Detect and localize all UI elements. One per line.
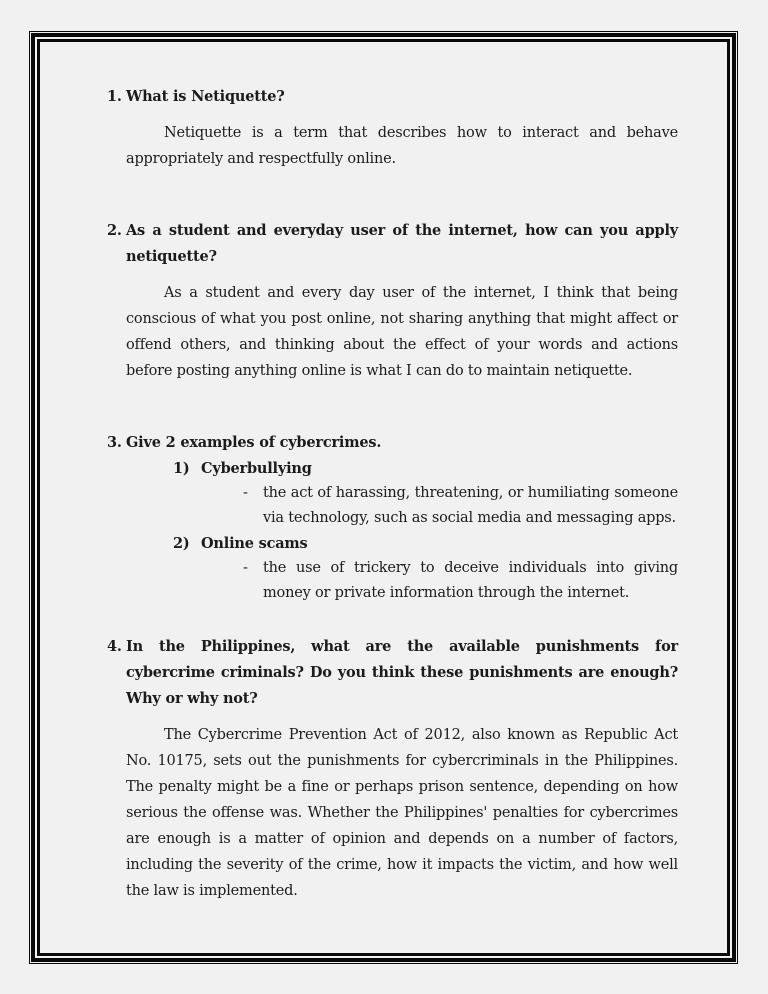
example-title: Online scams xyxy=(201,535,308,552)
page-border-frame-middle xyxy=(31,33,736,962)
example-definition-2 xyxy=(243,556,678,606)
question-number: 1. xyxy=(107,88,122,105)
answer-paragraph: Netiquette is a term that describes how to interact and behave appropriately and respectfully online. xyxy=(126,125,678,167)
question-block-3 xyxy=(107,430,678,606)
dash-bullet: - xyxy=(243,485,248,501)
page-border-frame-inner xyxy=(37,39,730,956)
question-number: 2. xyxy=(107,222,122,239)
example-definition-1 xyxy=(243,481,678,531)
example-title: Cyberbullying xyxy=(201,460,312,477)
question-block-4 xyxy=(107,634,678,904)
question-number: 4. xyxy=(107,638,122,655)
example-number: 1) xyxy=(173,460,190,477)
question-heading xyxy=(107,218,678,270)
question-heading xyxy=(107,84,678,110)
answer-paragraph: As a student and every day user of the internet, I think that being conscious of what you post online, not sharing anything that might affect or offend others, and thinking about the effect of your words and actions before posting anything online is what I can do to maintain netiquette. xyxy=(126,285,678,379)
definition-text: the act of harassing, threatening, or humiliating someone via technology, such as social media and messaging apps. xyxy=(263,485,678,526)
dash-bullet: - xyxy=(243,560,248,576)
question-number: 3. xyxy=(107,434,122,451)
example-item-1 xyxy=(173,456,678,481)
example-item-2 xyxy=(173,531,678,556)
question-block-1 xyxy=(107,84,678,172)
question-text: What is Netiquette? xyxy=(126,88,285,105)
definition-text: the use of trickery to deceive individuals into giving money or private information through the internet. xyxy=(263,560,678,601)
page-border-frame xyxy=(29,31,738,964)
answer-paragraph: The Cybercrime Prevention Act of 2012, also known as Republic Act No. 10175, sets out the punishments for cybercriminals in the Philippines. The penalty might be a fine or perhaps prison sentence, depending on how serious the offense was. Whether the Philippines' penalties for cybercrimes are enough is a matter of opinion and depends on a number of factors, including the severity of the crime, how it impacts the victim, and how well the law is implemented. xyxy=(126,727,678,899)
question-text: As a student and everyday user of the internet, how can you apply netiquette? xyxy=(126,222,678,265)
question-heading xyxy=(107,634,678,712)
question-text: In the Philippines, what are the available punishments for cybercrime criminals? Do you think these punishments are enough? Why or why not? xyxy=(126,638,678,707)
question-heading xyxy=(107,430,678,456)
document-content xyxy=(40,42,727,953)
question-text: Give 2 examples of cybercrimes. xyxy=(126,434,382,451)
question-block-2 xyxy=(107,218,678,384)
example-number: 2) xyxy=(173,535,190,552)
